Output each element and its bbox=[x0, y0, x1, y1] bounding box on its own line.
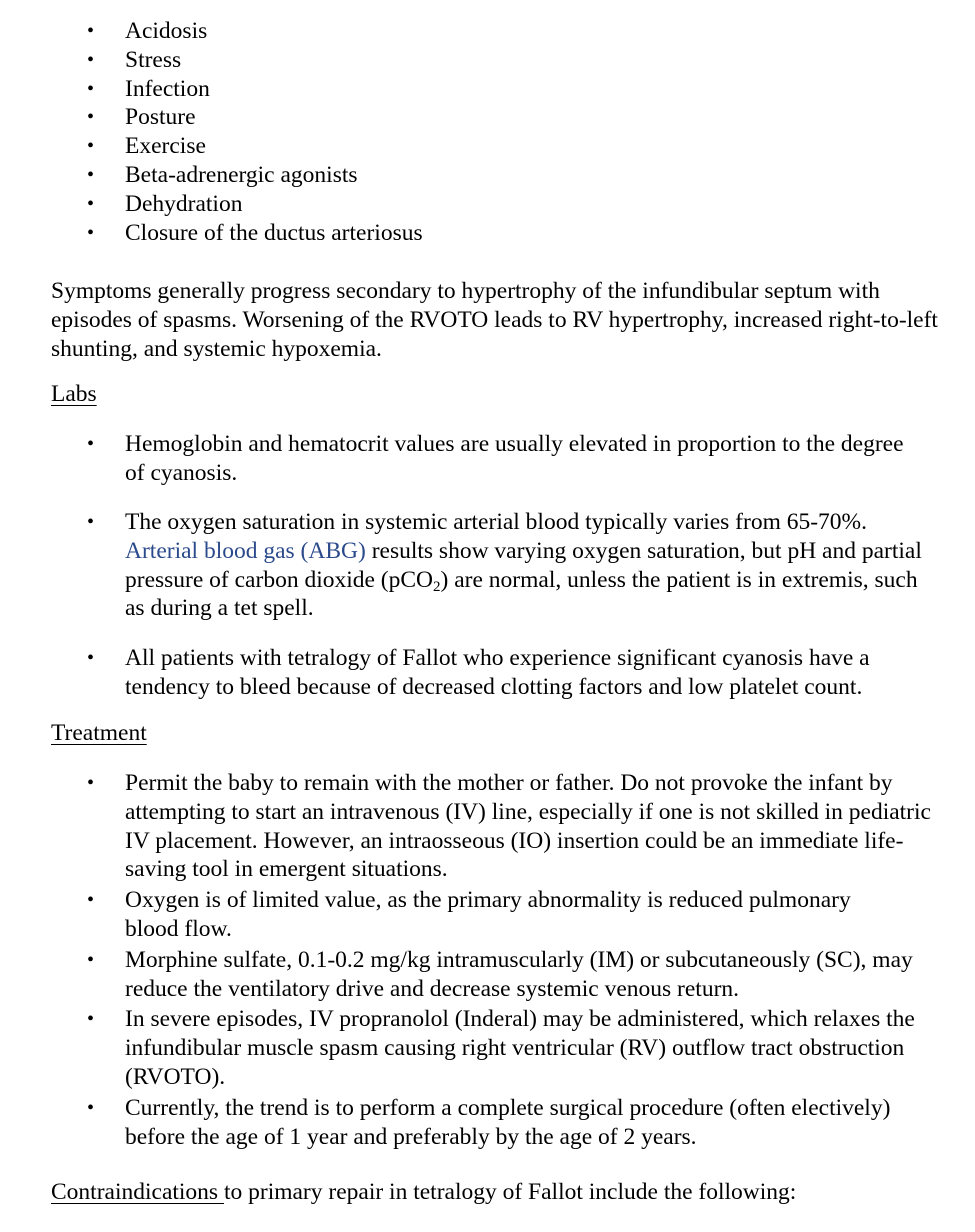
treatment-item: • Currently, the trend is to perform a complete surgical procedure (often electively) before the age of 1 year and preferably by the age of 2 years. bbox=[0, 1094, 955, 1152]
treatment-list bbox=[0, 769, 955, 1151]
contraindications-term: Contraindications bbox=[51, 1179, 224, 1205]
oxygen-mid-text: results show varying oxygen saturation, but pH and partial pressure of carbon dioxide (pCO bbox=[125, 537, 922, 593]
contraindications-text: to primary repair in tetralogy of Fallot include the following: bbox=[223, 1179, 797, 1205]
labs-heading: Labs bbox=[51, 381, 97, 407]
contraindications-paragraph bbox=[51, 1178, 956, 1207]
list-item: • Exercise bbox=[0, 132, 960, 161]
labs-list-bleeding bbox=[0, 644, 960, 702]
list-item: • Stress bbox=[0, 46, 960, 75]
treatment-item: • Morphine sulfate, 0.1-0.2 mg/kg intramuscularly (IM) or subcutaneously (SC), may reduce the ventilatory drive and decrease systemic venous return. bbox=[0, 946, 925, 1004]
list-item: • Posture bbox=[0, 103, 960, 132]
treatment-item: • Permit the baby to remain with the mother or father. Do not provoke the infant by attempting to start an intravenous (IV) line, especially if one is not skilled in pediatric IV placement. However, an intraosseous (IO) insertion could be an immediate life-saving tool in emergent situations. bbox=[0, 769, 955, 884]
labs-list-oxygen bbox=[0, 508, 960, 623]
list-item: • Acidosis bbox=[0, 17, 960, 46]
labs-item-oxygen bbox=[0, 508, 925, 623]
oxygen-intro-text: The oxygen saturation in systemic arterial blood typically varies from 65-70%. bbox=[125, 509, 868, 535]
progression-paragraph: Symptoms generally progress secondary to hypertrophy of the infundibular septum with episodes of spasms. Worsening of the RVOTO leads to RV hypertrophy, increased right-to-left shunting, and systemic hypoxemia. bbox=[51, 278, 938, 362]
labs-item-bleeding: • All patients with tetralogy of Fallot who experience significant cyanosis have a tendency to bleed because of decreased clotting factors and low platelet count. bbox=[0, 644, 925, 702]
treatment-heading: Treatment bbox=[51, 720, 147, 746]
list-item: • Infection bbox=[0, 75, 960, 104]
pco2-subscript: 2 bbox=[433, 578, 441, 595]
treatment-item: • Oxygen is of limited value, as the primary abnormality is reduced pulmonary blood flow. bbox=[0, 886, 905, 944]
list-item: • Dehydration bbox=[0, 190, 960, 219]
abg-link[interactable]: Arterial blood gas (ABG) bbox=[125, 537, 366, 564]
labs-item-hemoglobin: • Hemoglobin and hematocrit values are usually elevated in proportion to the degree of cyanosis. bbox=[0, 430, 905, 488]
treatment-item: • In severe episodes, IV propranolol (Inderal) may be administered, which relaxes the infundibular muscle spasm causing right ventricular (RV) outflow tract obstruction (RVOTO). bbox=[0, 1005, 940, 1091]
oxygen-end-text: ) are normal, unless the patient is in extremis, such as during a tet spell. bbox=[125, 566, 918, 622]
list-item: • Beta-adrenergic agonists bbox=[0, 161, 960, 190]
list-item: • Closure of the ductus arteriosus bbox=[0, 219, 960, 248]
triggers-list bbox=[0, 17, 960, 247]
labs-list bbox=[0, 430, 960, 488]
